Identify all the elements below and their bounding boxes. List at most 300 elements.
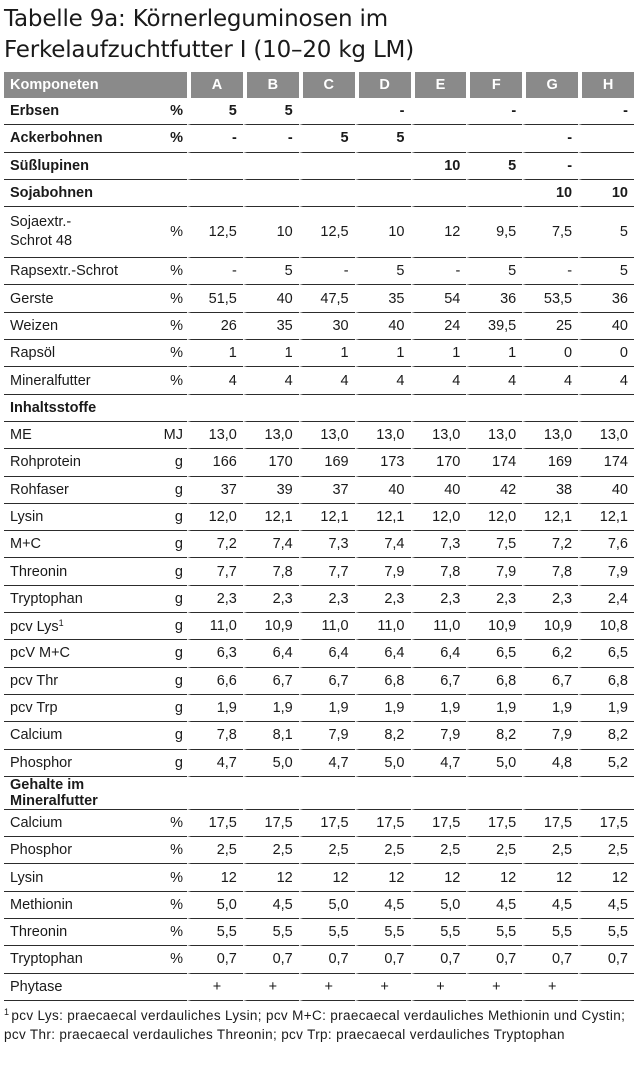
- cell-col-c: 6,4: [299, 640, 355, 667]
- table-row: [4, 586, 634, 613]
- cell-col-f: [466, 180, 522, 207]
- cell-col-a: 51,5: [187, 285, 243, 312]
- cell-col-f: 5,0: [466, 750, 522, 777]
- cell-col-c: 2,5: [299, 837, 355, 864]
- cell-col-b: 6,4: [243, 640, 299, 667]
- row-unit: %: [149, 207, 187, 258]
- row-unit: %: [149, 946, 187, 973]
- cell-col-e: 7,8: [411, 558, 467, 585]
- cell-col-h: 5: [578, 258, 634, 285]
- cell-col-b: 0,7: [243, 946, 299, 973]
- cell-col-f: 5,5: [466, 919, 522, 946]
- cell-col-c: 5,0: [299, 892, 355, 919]
- row-unit: [149, 777, 187, 810]
- cell-col-h: 40: [578, 477, 634, 504]
- cell-col-b: +: [243, 974, 299, 1001]
- table-row: [4, 125, 634, 152]
- header-col-f: F: [466, 72, 522, 98]
- cell-col-d: 5,5: [355, 919, 411, 946]
- cell-col-c: [299, 777, 355, 810]
- table-row: [4, 640, 634, 667]
- cell-col-e: [411, 395, 467, 422]
- cell-col-g: 10: [522, 180, 578, 207]
- cell-col-d: 4,5: [355, 892, 411, 919]
- row-unit: %: [149, 313, 187, 340]
- row-unit: g: [149, 640, 187, 667]
- row-label-text: Gehalte im Mineralfutter: [10, 776, 98, 809]
- cell-col-h: 1,9: [578, 695, 634, 722]
- cell-col-a: 12: [187, 864, 243, 891]
- cell-col-a: [187, 180, 243, 207]
- cell-col-c: 7,7: [299, 558, 355, 585]
- cell-col-g: -: [522, 153, 578, 180]
- cell-col-g: 4,5: [522, 892, 578, 919]
- cell-col-b: 5,0: [243, 750, 299, 777]
- cell-col-g: 0,7: [522, 946, 578, 973]
- cell-col-f: 1: [466, 340, 522, 367]
- row-unit: g: [149, 668, 187, 695]
- table-row: [4, 153, 634, 180]
- cell-col-d: 10: [355, 207, 411, 258]
- cell-col-a: [187, 153, 243, 180]
- cell-col-h: 12,1: [578, 504, 634, 531]
- cell-col-a: 6,3: [187, 640, 243, 667]
- row-unit: g: [149, 449, 187, 476]
- cell-col-c: 7,3: [299, 531, 355, 558]
- cell-col-a: 26: [187, 313, 243, 340]
- row-unit: %: [149, 864, 187, 891]
- cell-col-g: 7,5: [522, 207, 578, 258]
- cell-col-h: 7,9: [578, 558, 634, 585]
- cell-col-b: 8,1: [243, 722, 299, 749]
- cell-col-d: 2,5: [355, 837, 411, 864]
- cell-col-c: 1,9: [299, 695, 355, 722]
- cell-col-e: 7,3: [411, 531, 467, 558]
- cell-col-a: 5,5: [187, 919, 243, 946]
- row-label-text: Rohfaser: [10, 481, 69, 498]
- cell-col-h: 10,8: [578, 613, 634, 640]
- cell-col-d: 13,0: [355, 422, 411, 449]
- row-unit: %: [149, 367, 187, 394]
- header-col-e: E: [411, 72, 467, 98]
- row-label-text: pcv Trp: [10, 700, 58, 717]
- row-label: [4, 98, 149, 125]
- cell-col-f: 174: [466, 449, 522, 476]
- cell-col-h: 0: [578, 340, 634, 367]
- table-row: [4, 919, 634, 946]
- cell-col-a: 6,6: [187, 668, 243, 695]
- cell-col-c: 169: [299, 449, 355, 476]
- row-unit: %: [149, 258, 187, 285]
- cell-col-h: [578, 777, 634, 810]
- cell-col-a: 5: [187, 98, 243, 125]
- cell-col-h: -: [578, 98, 634, 125]
- cell-col-d: [355, 777, 411, 810]
- cell-col-c: 7,9: [299, 722, 355, 749]
- table-row: [4, 695, 634, 722]
- row-label-text: pcV M+C: [10, 645, 71, 662]
- cell-col-e: 2,5: [411, 837, 467, 864]
- cell-col-e: 4: [411, 367, 467, 394]
- cell-col-c: 11,0: [299, 613, 355, 640]
- row-label-text: Rapsöl: [10, 345, 56, 362]
- cell-col-g: [522, 98, 578, 125]
- cell-col-b: 7,8: [243, 558, 299, 585]
- row-label-text: Phosphor: [10, 842, 73, 859]
- table-row: [4, 340, 634, 367]
- cell-col-e: [411, 180, 467, 207]
- cell-col-d: [355, 153, 411, 180]
- cell-col-c: 17,5: [299, 810, 355, 837]
- row-label: [4, 313, 149, 340]
- row-label: [4, 640, 149, 667]
- cell-col-f: 5: [466, 153, 522, 180]
- cell-col-e: 12: [411, 207, 467, 258]
- table-row: [4, 777, 634, 810]
- cell-col-a: 166: [187, 449, 243, 476]
- cell-col-a: -: [187, 125, 243, 152]
- cell-col-g: 169: [522, 449, 578, 476]
- cell-col-a: 7,2: [187, 531, 243, 558]
- cell-col-a: 13,0: [187, 422, 243, 449]
- row-unit: g: [149, 722, 187, 749]
- cell-col-c: 37: [299, 477, 355, 504]
- footnote: [4, 1003, 636, 1044]
- cell-col-a: 2,3: [187, 586, 243, 613]
- table-row: [4, 285, 634, 312]
- cell-col-h: 6,8: [578, 668, 634, 695]
- cell-col-e: [411, 777, 467, 810]
- table-row: [4, 258, 634, 285]
- cell-col-d: 35: [355, 285, 411, 312]
- cell-col-g: -: [522, 125, 578, 152]
- cell-col-f: 42: [466, 477, 522, 504]
- row-label-text: Phytase: [10, 978, 63, 995]
- cell-col-d: 12: [355, 864, 411, 891]
- row-unit: %: [149, 340, 187, 367]
- cell-col-d: 40: [355, 477, 411, 504]
- header-label: Komponeten: [4, 72, 149, 98]
- cell-col-e: 6,7: [411, 668, 467, 695]
- cell-col-c: +: [299, 974, 355, 1001]
- cell-col-g: 6,2: [522, 640, 578, 667]
- cell-col-f: 1,9: [466, 695, 522, 722]
- header-col-b: B: [243, 72, 299, 98]
- cell-col-c: [299, 98, 355, 125]
- cell-col-g: 25: [522, 313, 578, 340]
- cell-col-e: 54: [411, 285, 467, 312]
- row-label-text: Tryptophan: [10, 951, 83, 968]
- cell-col-d: +: [355, 974, 411, 1001]
- cell-col-f: 10,9: [466, 613, 522, 640]
- row-label: [4, 125, 149, 152]
- row-unit: %: [149, 919, 187, 946]
- table-row: [4, 180, 634, 207]
- cell-col-e: 40: [411, 477, 467, 504]
- row-label-text: ME: [10, 427, 32, 444]
- cell-col-f: 6,5: [466, 640, 522, 667]
- footnote-text: pcv Lys: praecaecal verdauliches Lysin; pcv M+C: praecaecal verdauliches Methionin und Cystin; pcv Thr: praecaecal verdauliches Threonin; pcv Trp: praecaecal verdauliches Tryptophan: [4, 1008, 626, 1042]
- table-row: [4, 974, 634, 1001]
- cell-col-b: 6,7: [243, 668, 299, 695]
- cell-col-a: [187, 395, 243, 422]
- cell-col-g: 7,9: [522, 722, 578, 749]
- cell-col-f: 5: [466, 258, 522, 285]
- cell-col-e: +: [411, 974, 467, 1001]
- cell-col-b: 10,9: [243, 613, 299, 640]
- table-row: [4, 558, 634, 585]
- cell-col-c: 2,3: [299, 586, 355, 613]
- row-label: [4, 668, 149, 695]
- row-label-text: Rapsextr.-Schrot: [10, 263, 118, 280]
- row-unit: g: [149, 586, 187, 613]
- cell-col-h: 17,5: [578, 810, 634, 837]
- row-label: [4, 340, 149, 367]
- cell-col-a: 12,0: [187, 504, 243, 531]
- cell-col-b: 170: [243, 449, 299, 476]
- row-unit: MJ: [149, 422, 187, 449]
- cell-col-a: 7,7: [187, 558, 243, 585]
- cell-col-d: 0,7: [355, 946, 411, 973]
- cell-col-e: 6,4: [411, 640, 467, 667]
- cell-col-d: 4: [355, 367, 411, 394]
- cell-col-b: 4,5: [243, 892, 299, 919]
- cell-col-f: 12,0: [466, 504, 522, 531]
- cell-col-f: +: [466, 974, 522, 1001]
- cell-col-h: [578, 125, 634, 152]
- cell-col-g: 0: [522, 340, 578, 367]
- row-label: [4, 558, 149, 585]
- row-label-text: Mineralfutter: [10, 372, 91, 389]
- cell-col-b: 1,9: [243, 695, 299, 722]
- row-label: [4, 722, 149, 749]
- row-label: [4, 504, 149, 531]
- cell-col-g: 2,3: [522, 586, 578, 613]
- cell-col-a: 12,5: [187, 207, 243, 258]
- row-label: [4, 449, 149, 476]
- cell-col-c: 12: [299, 864, 355, 891]
- cell-col-e: 2,3: [411, 586, 467, 613]
- row-unit: g: [149, 613, 187, 640]
- cell-col-d: 40: [355, 313, 411, 340]
- cell-col-d: 7,4: [355, 531, 411, 558]
- cell-col-g: 12: [522, 864, 578, 891]
- cell-col-g: 6,7: [522, 668, 578, 695]
- cell-col-a: 4,7: [187, 750, 243, 777]
- cell-col-e: 11,0: [411, 613, 467, 640]
- cell-col-e: 12,0: [411, 504, 467, 531]
- cell-col-c: 30: [299, 313, 355, 340]
- table-row: [4, 207, 634, 258]
- table-row: [4, 892, 634, 919]
- cell-col-g: 53,5: [522, 285, 578, 312]
- cell-col-h: 4: [578, 367, 634, 394]
- row-label-text: Süßlupinen: [10, 157, 89, 174]
- row-label-text: Sojaextr.-Schrot 48: [10, 214, 73, 250]
- cell-col-f: 7,5: [466, 531, 522, 558]
- cell-col-e: [411, 125, 467, 152]
- cell-col-g: 7,2: [522, 531, 578, 558]
- cell-col-a: 11,0: [187, 613, 243, 640]
- row-label-text: Methionin: [10, 896, 73, 913]
- cell-col-a: 7,8: [187, 722, 243, 749]
- cell-col-b: 7,4: [243, 531, 299, 558]
- header-col-h: H: [578, 72, 634, 98]
- cell-col-d: 2,3: [355, 586, 411, 613]
- header-col-g: G: [522, 72, 578, 98]
- row-label-text: Lysin: [10, 509, 44, 525]
- cell-col-g: 2,5: [522, 837, 578, 864]
- table-row: [4, 477, 634, 504]
- cell-col-b: 12,1: [243, 504, 299, 531]
- cell-col-g: 17,5: [522, 810, 578, 837]
- row-label: [4, 531, 149, 558]
- row-label-text: Erbsen: [10, 103, 60, 120]
- cell-col-e: 7,9: [411, 722, 467, 749]
- row-label: [4, 919, 149, 946]
- cell-col-b: 12: [243, 864, 299, 891]
- cell-col-h: 40: [578, 313, 634, 340]
- header-col-a: A: [187, 72, 243, 98]
- cell-col-d: 5: [355, 125, 411, 152]
- cell-col-g: 38: [522, 477, 578, 504]
- row-unit: %: [149, 125, 187, 152]
- footnote-ref: 1: [58, 617, 64, 628]
- cell-col-c: 13,0: [299, 422, 355, 449]
- row-unit: g: [149, 504, 187, 531]
- row-unit: g: [149, 750, 187, 777]
- row-label: [4, 892, 149, 919]
- cell-col-f: 6,8: [466, 668, 522, 695]
- table-row: [4, 449, 634, 476]
- cell-col-f: 2,3: [466, 586, 522, 613]
- cell-col-d: 11,0: [355, 613, 411, 640]
- row-label: [4, 810, 149, 837]
- cell-col-e: 1,9: [411, 695, 467, 722]
- row-label-text: pcv Lys: [10, 618, 59, 635]
- cell-col-h: 174: [578, 449, 634, 476]
- table-row: [4, 313, 634, 340]
- cell-col-c: 6,7: [299, 668, 355, 695]
- table-row: [4, 722, 634, 749]
- row-label: [4, 367, 149, 394]
- cell-col-g: [522, 777, 578, 810]
- cell-col-f: 13,0: [466, 422, 522, 449]
- cell-col-h: 2,4: [578, 586, 634, 613]
- table-row: [4, 668, 634, 695]
- cell-col-a: 1: [187, 340, 243, 367]
- cell-col-f: -: [466, 98, 522, 125]
- cell-col-c: -: [299, 258, 355, 285]
- table-row: [4, 367, 634, 394]
- row-label: [4, 153, 149, 180]
- row-label-text: Calcium: [10, 814, 63, 831]
- cell-col-b: 5: [243, 258, 299, 285]
- footnote-marker: 1: [4, 1007, 10, 1017]
- cell-col-d: 7,9: [355, 558, 411, 585]
- cell-col-d: [355, 180, 411, 207]
- cell-col-d: 8,2: [355, 722, 411, 749]
- row-label: [4, 586, 149, 613]
- cell-col-b: 2,3: [243, 586, 299, 613]
- cell-col-f: 0,7: [466, 946, 522, 973]
- cell-col-g: -: [522, 258, 578, 285]
- cell-col-a: 1,9: [187, 695, 243, 722]
- title-line-2: Ferkelaufzuchtfutter I (10–20 kg LM): [4, 37, 414, 63]
- row-label: [4, 946, 149, 973]
- row-unit: %: [149, 837, 187, 864]
- table-row: [4, 750, 634, 777]
- cell-col-e: -: [411, 258, 467, 285]
- cell-col-h: 12: [578, 864, 634, 891]
- cell-col-b: -: [243, 125, 299, 152]
- row-label-text: Threonin: [10, 924, 68, 941]
- row-unit: %: [149, 285, 187, 312]
- cell-col-d: 6,8: [355, 668, 411, 695]
- cell-col-h: 5,5: [578, 919, 634, 946]
- cell-col-g: 4: [522, 367, 578, 394]
- cell-col-e: 24: [411, 313, 467, 340]
- cell-col-h: [578, 974, 634, 1001]
- cell-col-b: 13,0: [243, 422, 299, 449]
- cell-col-h: 36: [578, 285, 634, 312]
- cell-col-d: 12,1: [355, 504, 411, 531]
- cell-col-f: 39,5: [466, 313, 522, 340]
- row-unit: g: [149, 558, 187, 585]
- cell-col-d: -: [355, 98, 411, 125]
- cell-col-b: [243, 180, 299, 207]
- row-label-text: Phosphor: [10, 754, 73, 771]
- cell-col-a: 17,5: [187, 810, 243, 837]
- cell-col-f: 12: [466, 864, 522, 891]
- row-unit: [149, 180, 187, 207]
- cell-col-e: 10: [411, 153, 467, 180]
- row-label: [4, 258, 149, 285]
- cell-col-d: [355, 395, 411, 422]
- cell-col-e: 13,0: [411, 422, 467, 449]
- cell-col-a: 0,7: [187, 946, 243, 973]
- table-row: [4, 504, 634, 531]
- row-label: [4, 695, 149, 722]
- cell-col-b: 4: [243, 367, 299, 394]
- cell-col-b: 17,5: [243, 810, 299, 837]
- cell-col-e: 5,0: [411, 892, 467, 919]
- cell-col-f: [466, 125, 522, 152]
- cell-col-h: 6,5: [578, 640, 634, 667]
- row-label: [4, 777, 149, 810]
- cell-col-e: 4,7: [411, 750, 467, 777]
- cell-col-b: 1: [243, 340, 299, 367]
- cell-col-b: 39: [243, 477, 299, 504]
- cell-col-e: 5,5: [411, 919, 467, 946]
- cell-col-g: 1,9: [522, 695, 578, 722]
- feed-composition-table: [4, 72, 634, 1001]
- cell-col-f: 2,5: [466, 837, 522, 864]
- cell-col-g: 4,8: [522, 750, 578, 777]
- cell-col-g: +: [522, 974, 578, 1001]
- row-unit: [149, 974, 187, 1001]
- cell-col-d: 5,0: [355, 750, 411, 777]
- cell-col-f: 4,5: [466, 892, 522, 919]
- cell-col-f: 36: [466, 285, 522, 312]
- table-row: [4, 422, 634, 449]
- cell-col-g: 12,1: [522, 504, 578, 531]
- title-line-1: Tabelle 9a: Körnerleguminosen im: [4, 6, 388, 32]
- row-label: [4, 837, 149, 864]
- cell-col-f: 17,5: [466, 810, 522, 837]
- cell-col-h: 2,5: [578, 837, 634, 864]
- row-unit: g: [149, 477, 187, 504]
